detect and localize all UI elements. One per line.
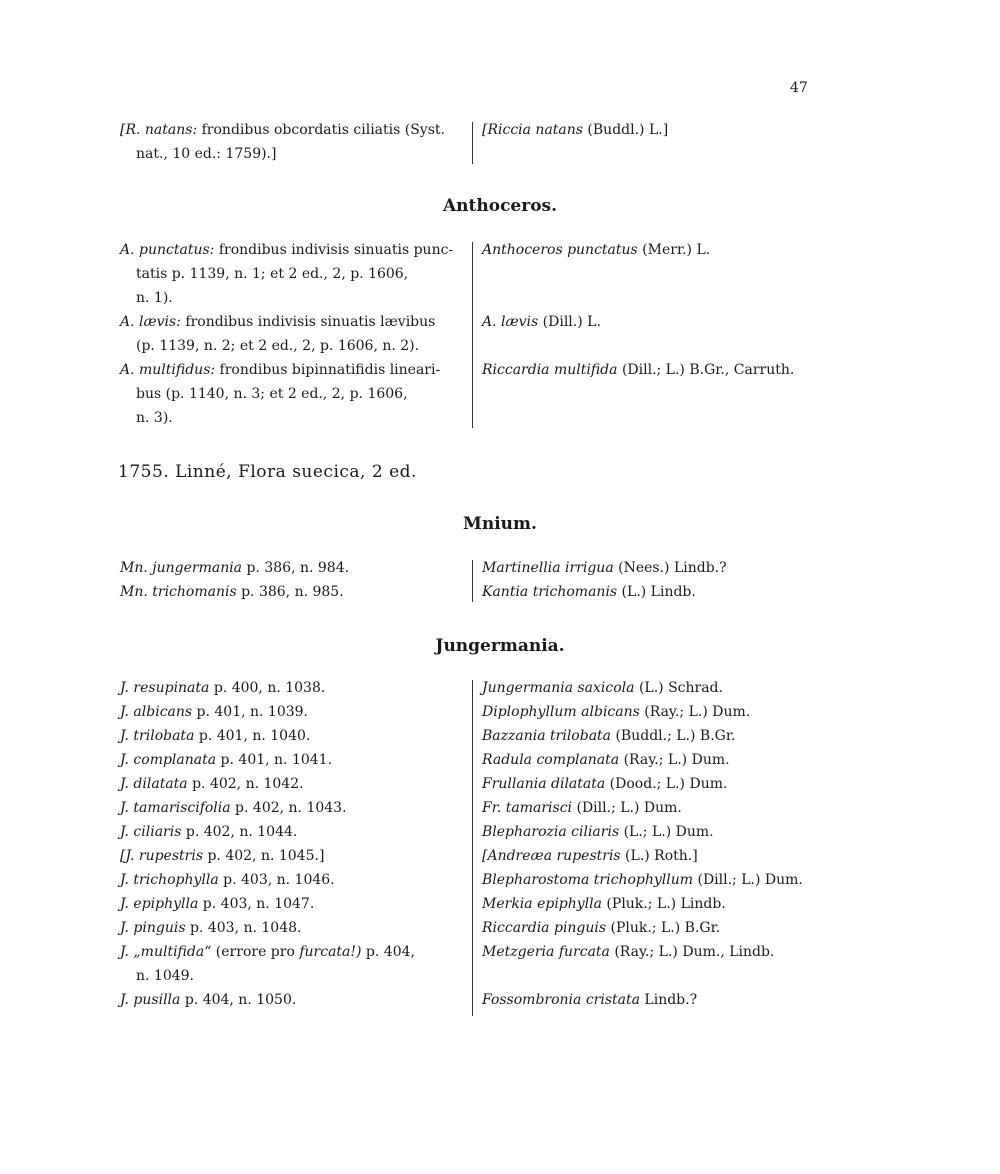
modern-author: (Pluk.; L.) Lindb.: [601, 896, 726, 912]
mnium-list: [120, 556, 860, 604]
entry-text: n. 3).: [136, 410, 173, 426]
entry-right: [482, 676, 862, 1012]
modern-name: Kantia trichomanis: [482, 584, 618, 600]
modern-author: (L.) Lindb.: [617, 584, 696, 600]
entry-ref: p. 403, n. 1047.: [198, 896, 315, 912]
column-divider: [472, 680, 473, 1016]
column-divider: [472, 122, 473, 164]
entry-ref: p. 400, n. 1038.: [209, 680, 326, 696]
modern-author: (Dood.; L.) Dum.: [605, 776, 728, 792]
modern-name: Jungermania saxicola: [482, 680, 635, 696]
entry-ref: p. 401, n. 1039.: [192, 704, 309, 720]
entry-ref: p. 402, n. 1045.]: [203, 848, 325, 864]
entry-text: nat., 10 ed.: 1759).]: [136, 146, 277, 162]
entry-text: n. 1049.: [136, 968, 194, 984]
modern-name: Bazzania trilobata: [482, 728, 612, 744]
modern-name: Riccardia multifida: [482, 362, 618, 378]
modern-author: (L.; L.) Dum.: [619, 824, 714, 840]
modern-author: (Merr.) L.: [637, 242, 711, 258]
entry-text: (errore pro: [211, 944, 300, 960]
modern-name: Blepharozia ciliaris: [482, 824, 620, 840]
modern-author: (Dill.; L.) Dum.: [572, 800, 682, 816]
entry-ref: p. 402, n. 1044.: [181, 824, 298, 840]
species-name: J. trilobata: [120, 728, 195, 744]
entry-right: [482, 118, 862, 142]
species-name: J. ciliaris: [120, 824, 182, 840]
modern-name: [Andreæa rupestris: [482, 848, 621, 864]
modern-author: (Pluk.; L.) B.Gr.: [606, 920, 721, 936]
entry-right: [482, 358, 862, 382]
modern-name: Riccardia pinguis: [482, 920, 607, 936]
species-name: J. albicans: [120, 704, 193, 720]
column-divider: [472, 560, 473, 602]
entry-left: [120, 118, 468, 166]
modern-author: (Buddl.; L.) B.Gr.: [611, 728, 736, 744]
species-name: A. lævis:: [120, 314, 181, 330]
entry-ref: p. 403, n. 1048.: [185, 920, 302, 936]
anthoceros-list: [120, 238, 860, 430]
riccia-natans-entry: [120, 118, 860, 166]
entry-ref: p. 401, n. 1040.: [194, 728, 311, 744]
modern-author: (Nees.) Lindb.?: [613, 560, 727, 576]
species-name: A. multifidus:: [120, 362, 216, 378]
species-name: J. epiphylla: [120, 896, 199, 912]
modern-author: (Dill.; L.) B.Gr., Carruth.: [617, 362, 795, 378]
column-divider: [472, 242, 473, 428]
modern-author: (L.) Schrad.: [634, 680, 723, 696]
modern-name: Fossombronia cristata: [482, 992, 640, 1008]
modern-name: Merkia epiphylla: [482, 896, 602, 912]
entry-ref: p. 386, n. 984.: [242, 560, 350, 576]
jungermania-list: [120, 676, 860, 1020]
heading-anthoceros: Anthoceros.: [442, 196, 558, 216]
entry-right: [482, 310, 862, 334]
entry-note: furcata!): [299, 944, 362, 960]
modern-author: (Ray.; L.) Dum.: [639, 704, 751, 720]
modern-name: Radula complanata: [482, 752, 620, 768]
entry-right: [482, 556, 862, 604]
entry-text: frondibus indivisis sinuatis punc-: [214, 242, 454, 258]
modern-name: A. lævis: [482, 314, 539, 330]
species-name: J. pinguis: [120, 920, 186, 936]
entry-left: [120, 676, 468, 1012]
entry-ref: p. 402, n. 1043.: [230, 800, 347, 816]
modern-name: Frullania dilatata: [482, 776, 606, 792]
modern-author: (Dill.) L.: [538, 314, 601, 330]
page-number: 47: [790, 80, 808, 96]
entry-ref: p. 403, n. 1046.: [218, 872, 335, 888]
modern-name: Martinellia irrigua: [482, 560, 614, 576]
modern-author: (Buddl.) L.]: [582, 122, 669, 138]
species-name: Mn. trichomanis: [120, 584, 237, 600]
modern-name: [Riccia natans: [482, 122, 583, 138]
entry-ref: p. 386, n. 985.: [236, 584, 344, 600]
species-name: J. „multifida“: [120, 944, 212, 960]
entry-ref: p. 401, n. 1041.: [216, 752, 333, 768]
entry-text: frondibus bipinnatifidis lineari-: [215, 362, 441, 378]
species-name: J. trichophylla: [120, 872, 219, 888]
entry-left: [120, 238, 468, 430]
heading-jungermania: Jungermania.: [435, 636, 565, 656]
modern-name: Fr. tamarisci: [482, 800, 573, 816]
modern-author: (Dill.; L.) Dum.: [693, 872, 803, 888]
species-name: J. complanata: [120, 752, 217, 768]
species-name: J. dilatata: [120, 776, 188, 792]
species-name: [R. natans:: [120, 122, 198, 138]
entry-text: frondibus obcordatis ciliatis (Syst.: [197, 122, 445, 138]
heading-mnium: Mnium.: [463, 514, 537, 534]
modern-name: Blepharostoma trichophyllum: [482, 872, 694, 888]
entry-text: n. 1).: [136, 290, 173, 306]
species-name: J. pusilla: [120, 992, 181, 1008]
species-name: Mn. jungermania: [120, 560, 243, 576]
species-name: [J. rupestris: [120, 848, 204, 864]
section-title: 1755. Linné, Flora suecica, 2 ed.: [118, 462, 417, 482]
entry-left: [120, 556, 468, 604]
entry-text: tatis p. 1139, n. 1; et 2 ed., 2, p. 1606,: [136, 266, 409, 282]
entry-text: frondibus indivisis sinuatis lævibus: [180, 314, 436, 330]
species-name: A. punctatus:: [120, 242, 215, 258]
entry-text: (p. 1139, n. 2; et 2 ed., 2, p. 1606, n. 2).: [136, 338, 420, 354]
entry-right: [482, 238, 862, 262]
modern-author: Lindb.?: [639, 992, 698, 1008]
entry-ref: p. 404, n. 1050.: [180, 992, 297, 1008]
entry-ref: p. 402, n. 1042.: [187, 776, 304, 792]
modern-author: (Ray.; L.) Dum.: [619, 752, 730, 768]
modern-author: (L.) Roth.]: [620, 848, 698, 864]
modern-name: Diplophyllum albicans: [482, 704, 640, 720]
modern-name: Anthoceros punctatus: [482, 242, 638, 258]
entry-ref: p. 404,: [361, 944, 415, 960]
entry-text: bus (p. 1140, n. 3; et 2 ed., 2, p. 1606,: [136, 386, 408, 402]
species-name: J. resupinata: [120, 680, 210, 696]
modern-author: (Ray.; L.) Dum., Lindb.: [609, 944, 775, 960]
modern-name: Metzgeria furcata: [482, 944, 610, 960]
species-name: J. tamariscifolia: [120, 800, 231, 816]
